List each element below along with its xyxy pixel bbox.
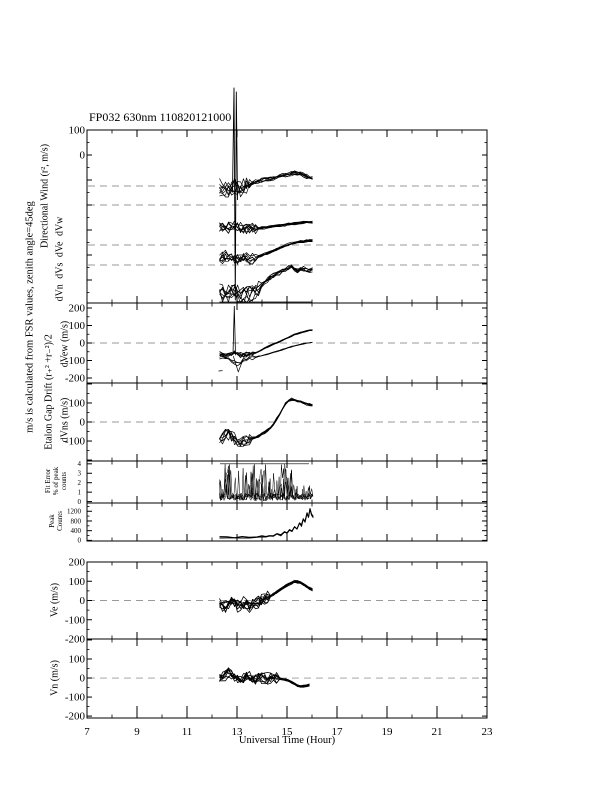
peak-counts-label-line1: Peak	[48, 514, 56, 528]
fit-error-label-line3: counts	[60, 471, 68, 491]
outer-note-label: m/s is calculated from FSR values, zenith angle=45deg	[24, 201, 36, 433]
y-tick-label: 0	[79, 672, 85, 685]
series-fit-error-noise	[220, 465, 313, 501]
series-dVn	[220, 267, 313, 302]
panel-series	[220, 509, 314, 539]
panel-border	[87, 130, 487, 303]
etalon-gap-drift-label: Etalon Gap Drift (r₊² +r₋²)/2	[43, 334, 55, 450]
series-ve-cluster	[220, 582, 313, 612]
y-tick-label: 100	[68, 397, 85, 410]
y-tick-label: -100	[64, 691, 85, 704]
y-tick-label: 3	[77, 469, 81, 478]
x-axis-title: Universal Time (Hour)	[238, 735, 336, 746]
y-tick-label: -100	[64, 435, 85, 448]
y-tick-label: 0	[79, 337, 85, 350]
y-tick-label: 0	[77, 536, 81, 545]
series-dvew-spike	[233, 306, 236, 355]
series-counts	[220, 509, 314, 538]
dvns-axis-label: dVns (m/s)	[59, 397, 71, 443]
y-tick-label: 100	[68, 124, 85, 137]
y-tick-label: 1	[77, 488, 81, 497]
y-tick-label: 0	[79, 595, 85, 608]
y-tick-label: 100	[68, 653, 85, 666]
panel-vn	[65, 639, 487, 723]
panel-series	[219, 306, 313, 372]
panel-series	[220, 580, 313, 612]
y-tick-label: 2	[77, 479, 81, 488]
y-tick-label: 0	[77, 497, 81, 506]
y-tick-label: 0	[79, 416, 85, 429]
fit-error-label-line1: Fit Error	[44, 468, 52, 494]
x-tick-label: 21	[431, 726, 443, 738]
panel-series	[220, 171, 313, 305]
y-tick-label: 100	[68, 320, 85, 333]
vn-axis-label: Vn (m/s)	[49, 660, 61, 696]
y-tick-label: 800	[70, 517, 81, 526]
x-tick-label: 13	[231, 726, 243, 738]
panel1-component-label: dVn dVs dVe dVw	[54, 216, 66, 302]
x-tick-label: 7	[84, 726, 90, 738]
y-tick-label: 1200	[67, 507, 81, 516]
panel-dvns	[65, 383, 487, 461]
x-tick-label: 19	[381, 726, 393, 738]
panel-dvew	[65, 303, 487, 385]
y-tick-label: -200	[64, 633, 85, 646]
y-tick-label: 0	[79, 149, 85, 162]
plot-title: FP032 630nm 110820121000	[89, 110, 232, 124]
panel-ve	[65, 557, 487, 646]
panel-series	[220, 668, 310, 688]
y-tick-label: 200	[68, 302, 85, 315]
series-ve-cluster	[220, 581, 313, 609]
x-tick-label: 11	[181, 726, 193, 738]
y-tick-label: -200	[64, 372, 85, 385]
peak-counts-label-line2: Counts	[56, 511, 64, 531]
x-tick-label: 15	[281, 726, 293, 738]
ve-axis-label: Ve (m/s)	[49, 582, 61, 618]
y-tick-label: -100	[64, 614, 85, 627]
panel-series	[220, 464, 313, 501]
y-tick-label: 200	[68, 556, 85, 569]
panel-peak-counts	[67, 503, 487, 545]
panel-directional-wind	[69, 125, 488, 305]
x-tick-label: 9	[134, 726, 140, 738]
x-tick-label: 17	[331, 726, 343, 738]
y-tick-label: -200	[64, 710, 85, 723]
dvew-axis-label: dVew (m/s)	[59, 320, 71, 368]
fit-error-label-line2: % of peak	[52, 466, 60, 496]
panel1-axis-label: Directional Wind (r², m/s)	[39, 143, 51, 249]
series-ve-cluster	[220, 583, 313, 611]
series-dvns-cluster	[220, 398, 313, 440]
panel-fit-error	[78, 460, 488, 506]
y-tick-label: 400	[70, 526, 81, 535]
y-tick-label: 4	[77, 460, 81, 469]
y-tick-label: 100	[68, 575, 85, 588]
x-tick-label: 23	[481, 726, 493, 738]
y-tick-label: -100	[64, 355, 85, 368]
